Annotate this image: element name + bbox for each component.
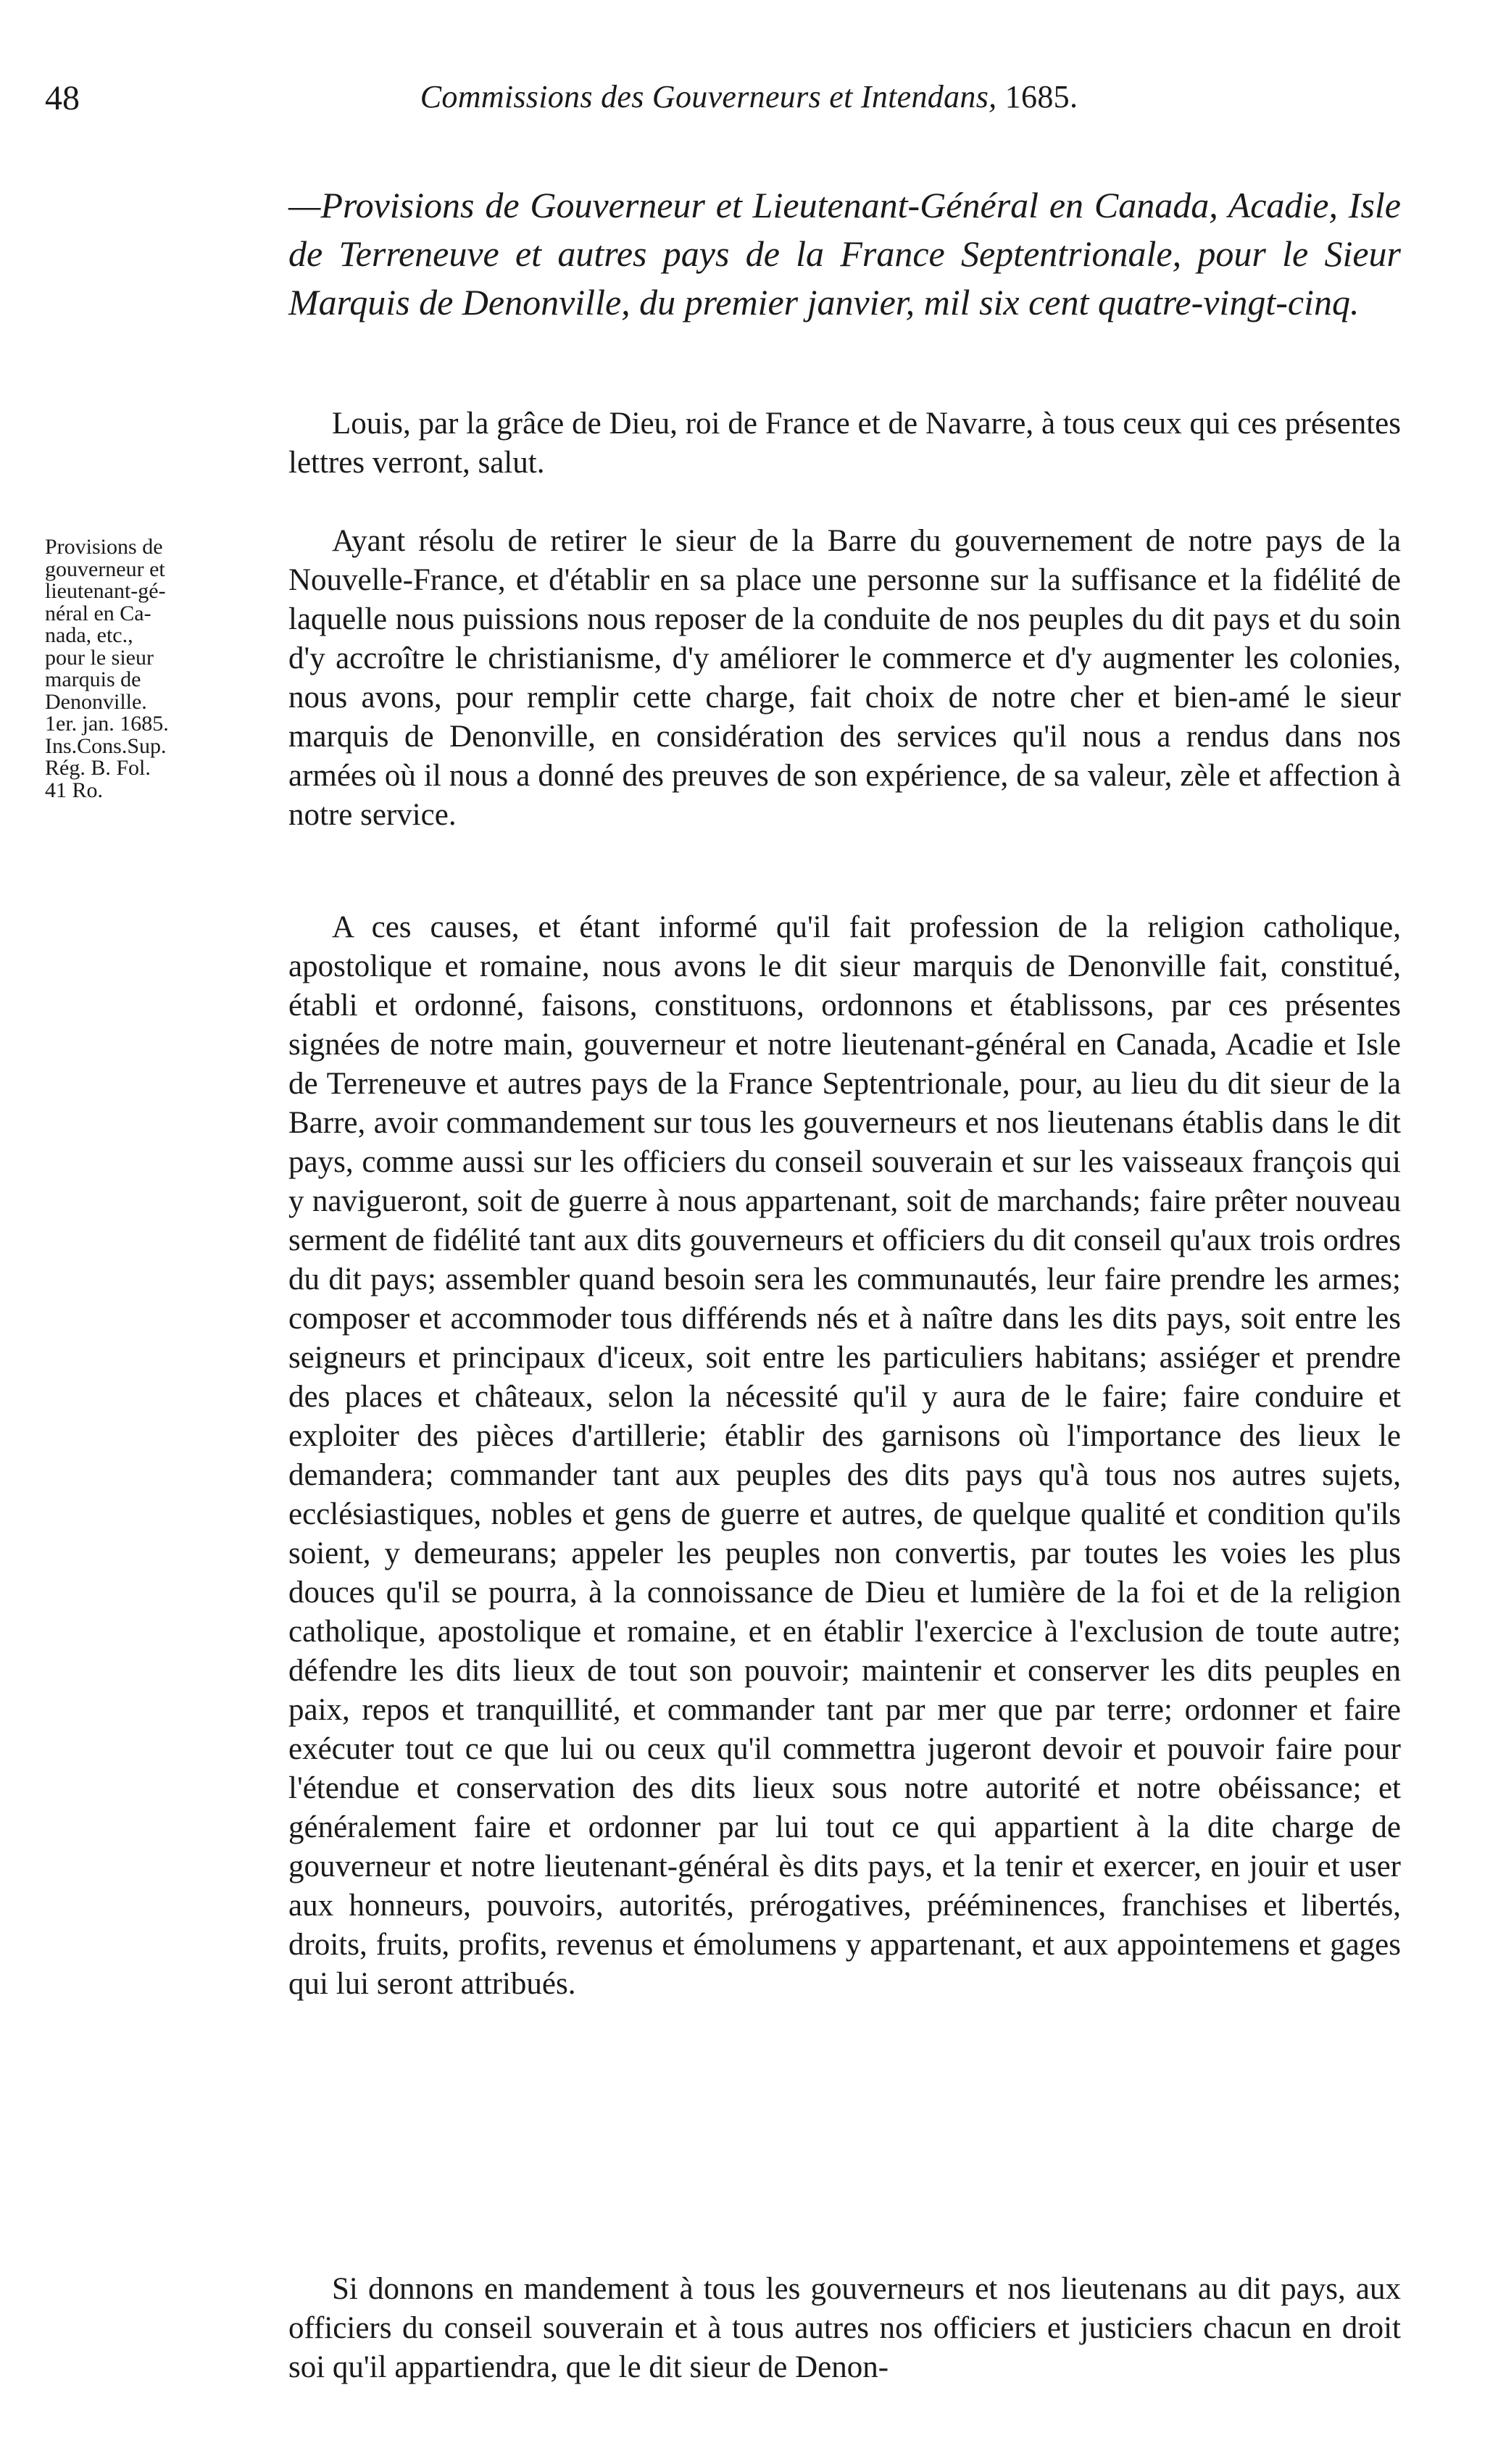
margin-note-line: 41 Ro.: [45, 778, 104, 802]
page-number: 48: [45, 79, 80, 117]
paragraph-text: A ces causes, et étant informé qu'il fait profession de la religion catholique, apostolique et romaine, nous avons le dit sieur marquis de Denonville fait, constitué, établi et ordonné, faisons, constituons, ordonnons et établissons, par ces présentes signées de notre main, gouverneur et notre lieutenant-général en Canada, Acadie et Isle de Terreneuve et autres pays de la France Septentrionale, pour, au lieu du dit sieur de la Barre, avoir commandement sur tous les gouverneurs et nos lieutenans établis dans le dit pays, comme aussi sur les officiers du conseil souverain et sur les vaisseaux françois qui y navigueront, soit de guerre à nous appartenant, soit de marchands; faire prêter nouveau serment de fidélité tant aux dits gouverneurs et officiers du dit conseil qu'aux trois ordres du dit pays; assembler quand besoin sera les communautés, leur faire prendre les armes; composer et accommoder tous différends nés et à naître dans les dits pays, soit entre les seigneurs et principaux d'iceux, soit entre les particuliers habitans; assiéger et prendre des places et châteaux, selon la nécessité qu'il y aura de le faire; faire conduire et exploiter des pièces d'artillerie; établir des garnisons où l'importance des lieux le demandera; commander tant aux peuples des dits pays qu'à tous nos autres sujets, ecclésiastiques, nobles et gens de guerre et autres, de quelque qualité et condition qu'ils soient, y demeurans; appeler les peuples non convertis, par toutes les voies les plus douces qu'il se pourra, à la connoissance de Dieu et lumière de la foi et de la religion catholique, apostolique et romaine, et en établir l'exercice à l'exclusion de toute autre; défendre les dits lieux de tout son pouvoir; maintenir et conserver les dits peuples en paix, repos et tranquillité, et commander tant par mer que par terre; ordonner et faire exécuter tout ce que lui ou ceux qu'il commettra jugeront devoir et pouvoir faire pour l'étendue et conservation des dits lieux sous notre autorité et notre obéissance; et généralement faire et ordonner par lui tout ce qui appartient à la dite charge de gouverneur et notre lieutenant-général ès dits pays, et la tenir et exercer, en jouir et user aux honneurs, pouvoirs, autorités, prérogatives, prééminences, franchises et libertés, droits, fruits, profits, revenus et émolumens y appartenant, et aux appointemens et gages qui lui seront attribués.: [288, 910, 1401, 2001]
body-paragraph-3: [288, 2270, 1401, 2387]
margin-note-line: Provisions de: [45, 535, 163, 559]
running-year: 1685.: [1004, 79, 1078, 115]
body-paragraph-1: [288, 522, 1401, 835]
margin-note-line: Rég. B. Fol.: [45, 756, 151, 780]
paragraph-text: Ayant résolu de retirer le sieur de la Barre du gouvernement de notre pays de la Nouvelle-France, et d'établir en sa place une personne sur la suffisance et la fidélité de laquelle nous puissions nous reposer de la conduite de nos peuples du dit pays et du soin d'y accroître le christianisme, d'y améliorer le commerce et d'y augmenter les colonies, nous avons, pour remplir cette charge, fait choix de notre cher et bien-amé le sieur marquis de Denonville, en considération des services qu'il nous a rendus dans nos armées où il nous a donné des preuves de son expérience, de sa valeur, zèle et affection à notre service.: [288, 524, 1401, 832]
margin-note-line: gouverneur et: [45, 557, 165, 581]
running-head: [0, 78, 1498, 115]
body-paragraph-2: [288, 908, 1401, 2004]
margin-note-line: Denonville.: [45, 689, 147, 714]
document-title: —Provisions de Gouverneur et Lieutenant-Général en Canada, Acadie, Isle de Terreneuve et autres pays de la France Septentrionale, pour le Sieur Marquis de Denonville, du premier janvier, mil six cent quatre-vingt-cinq.: [288, 185, 1401, 322]
paragraph-text: Si donnons en mandement à tous les gouverneurs et nos lieutenans au dit pays, aux officiers du conseil souverain et à tous autres nos officiers et justiciers chacun en droit soi qu'il appartiendra, que le dit sieur de Denon-: [288, 2272, 1401, 2384]
margin-note-line: néral en Ca-: [45, 601, 151, 625]
margin-note: [45, 536, 277, 802]
margin-note-line: pour le sieur: [45, 645, 154, 670]
margin-note-line: lieutenant-gé-: [45, 579, 166, 603]
salutation: [288, 404, 1401, 483]
salutation-text: Louis, par la grâce de Dieu, roi de France et de Navarre, à tous ceux qui ces présentes lettres verront, salut.: [288, 407, 1401, 480]
margin-note-line: marquis de: [45, 667, 141, 691]
margin-note-line: 1er. jan. 1685.: [45, 712, 169, 736]
margin-note-line: Ins.Cons.Sup.: [45, 733, 167, 758]
running-title: Commissions des Gouverneurs et Intendans,: [420, 79, 997, 115]
margin-note-line: nada, etc.,: [45, 623, 133, 647]
